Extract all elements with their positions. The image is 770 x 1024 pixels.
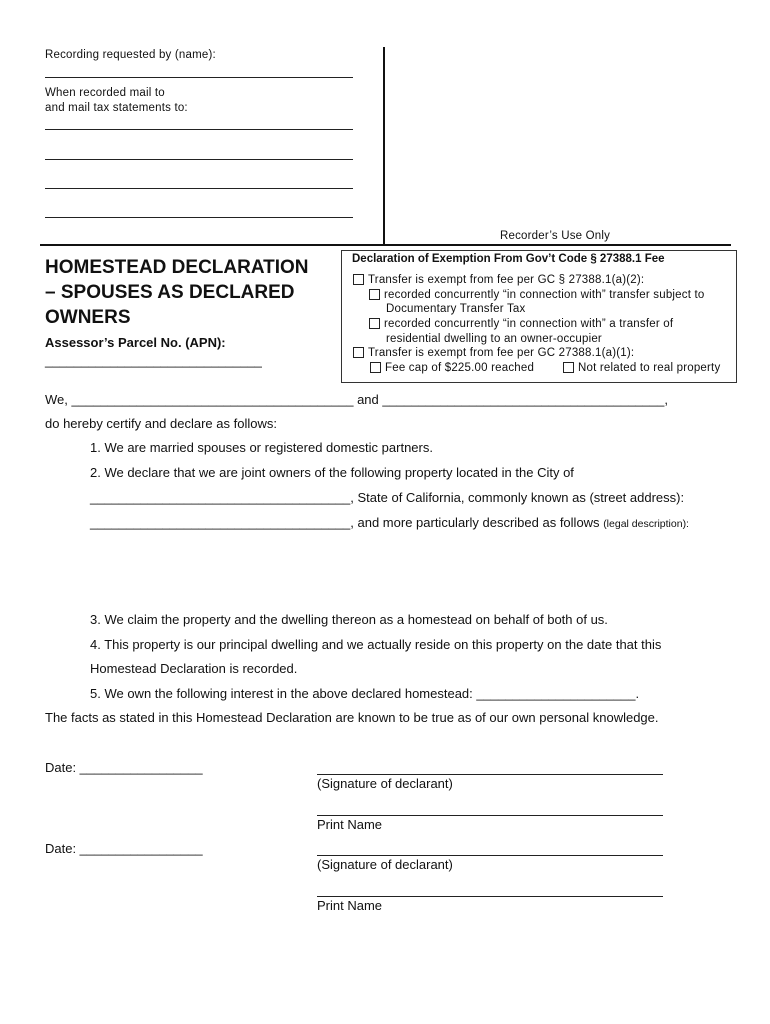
- exemption-a1-checkbox[interactable]: [353, 347, 364, 358]
- apn-field[interactable]: ______________________________: [45, 353, 262, 368]
- signature-line-2[interactable]: [317, 855, 663, 856]
- item-4-line1: 4. This property is our principal dwelling and we actually reside on this property on the date that this: [90, 637, 662, 652]
- document-title-line3: OWNERS: [45, 307, 131, 328]
- legal-description-line[interactable]: [90, 515, 689, 530]
- date-field-1[interactable]: Date: _________________: [45, 760, 203, 775]
- exemption-owner-occupier-label: recorded concurrently “in connection with” a transfer of: [384, 318, 674, 330]
- document-title-line1: HOMESTEAD DECLARATION: [45, 257, 309, 278]
- recording-requested-label: Recording requested by (name):: [45, 49, 216, 61]
- signature-label-2: (Signature of declarant): [317, 857, 453, 872]
- header-vertical-divider: [383, 47, 385, 245]
- exemption-option-owner-occupier: [369, 318, 673, 330]
- mail-address-field-4[interactable]: [45, 217, 353, 218]
- print-name-label-1: Print Name: [317, 817, 383, 832]
- exemption-owner-occupier-label-cont: residential dwelling to an owner-occupier: [386, 333, 602, 345]
- city-street-address-line[interactable]: ____________________________________, State of California, commonly known as (street address):: [90, 490, 685, 505]
- fee-cap-checkbox[interactable]: [370, 362, 381, 373]
- exemption-dtt-label-cont: Documentary Transfer Tax: [386, 303, 526, 315]
- print-name-line-2[interactable]: [317, 896, 663, 897]
- item-2: 2. We declare that we are joint owners of the following property located in the City of: [90, 465, 574, 480]
- exemption-dtt-label: recorded concurrently “in connection with” transfer subject to: [384, 289, 705, 301]
- exemption-option-a1: [353, 347, 634, 359]
- item-4-line2: Homestead Declaration is recorded.: [90, 661, 298, 676]
- document-title-line2: – SPOUSES AS DECLARED: [45, 282, 295, 303]
- exemption-a1-label: Transfer is exempt from fee per GC 27388.1(a)(1):: [368, 347, 635, 359]
- recording-requested-field[interactable]: [45, 77, 353, 78]
- certify-statement: do hereby certify and declare as follows:: [45, 416, 277, 431]
- facts-statement: The facts as stated in this Homestead Declaration are known to be true as of our own personal knowledge.: [45, 710, 659, 725]
- mail-address-field-2[interactable]: [45, 159, 353, 160]
- signature-line-1[interactable]: [317, 774, 663, 775]
- mail-to-label-line2: and mail tax statements to:: [45, 102, 188, 114]
- mail-to-label-line1: When recorded mail to: [45, 87, 165, 99]
- fee-exemption-heading: Declaration of Exemption From Gov’t Code § 27388.1 Fee: [352, 253, 665, 265]
- mail-address-field-3[interactable]: [45, 188, 353, 189]
- legal-description-text: ____________________________________, and more particularly described as follows: [90, 515, 600, 530]
- not-real-property-checkbox[interactable]: [563, 362, 574, 373]
- signature-label-1: (Signature of declarant): [317, 776, 453, 791]
- item-3: 3. We claim the property and the dwelling thereon as a homestead on behalf of both of us.: [90, 612, 608, 627]
- item-5[interactable]: 5. We own the following interest in the above declared homestead: ______________________.: [90, 686, 640, 701]
- recorders-use-only-label: Recorder’s Use Only: [500, 230, 611, 242]
- mail-address-field-1[interactable]: [45, 129, 353, 130]
- exemption-option-a2: [353, 274, 644, 286]
- item-1: 1. We are married spouses or registered domestic partners.: [90, 440, 433, 455]
- print-name-label-2: Print Name: [317, 898, 383, 913]
- declarant-names-line[interactable]: We, _______________________________________ and _______________________________________,: [45, 392, 668, 407]
- exemption-dtt-checkbox[interactable]: [369, 289, 380, 300]
- exemption-option-not-real-property: [563, 362, 720, 374]
- apn-label: Assessor’s Parcel No. (APN):: [45, 335, 226, 350]
- exemption-option-dtt: [369, 289, 705, 301]
- exemption-a2-label: Transfer is exempt from fee per GC § 27388.1(a)(2):: [368, 274, 645, 286]
- exemption-a2-checkbox[interactable]: [353, 274, 364, 285]
- header-horizontal-divider: [40, 244, 731, 246]
- date-field-2[interactable]: Date: _________________: [45, 841, 203, 856]
- exemption-owner-occupier-checkbox[interactable]: [369, 318, 380, 329]
- legal-description-note: (legal description):: [603, 518, 689, 530]
- not-real-property-label: Not related to real property: [578, 362, 721, 374]
- exemption-option-fee-cap: [370, 362, 534, 374]
- fee-cap-label: Fee cap of $225.00 reached: [385, 362, 535, 374]
- print-name-line-1[interactable]: [317, 815, 663, 816]
